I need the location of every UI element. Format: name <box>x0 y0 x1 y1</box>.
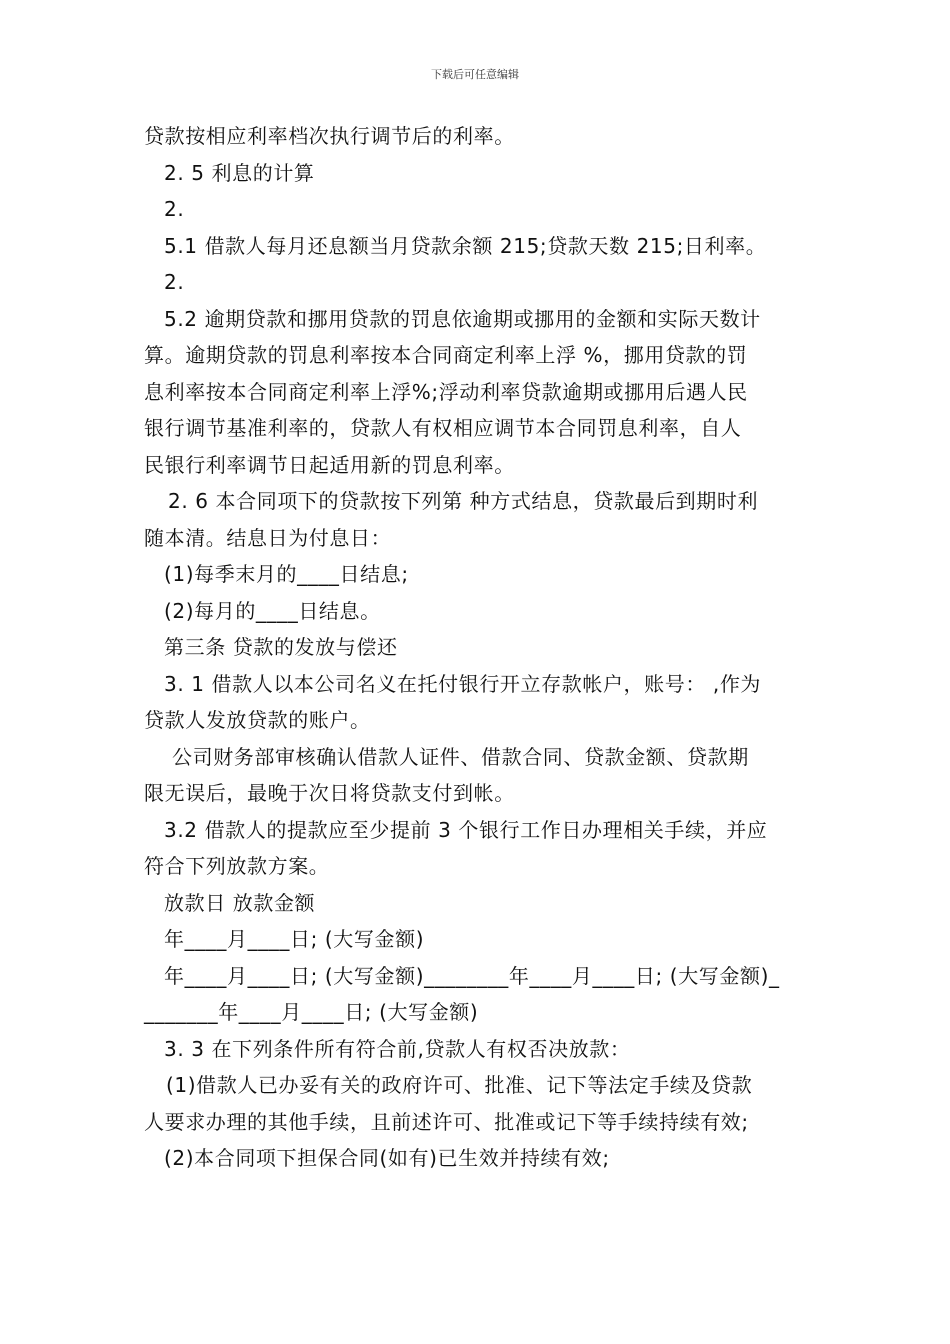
schedule-row: 年____月____日; (大写金额) <box>164 927 425 951</box>
paragraph-line: 5.1 借款人每月还息额当月贷款余额 215;贷款天数 215;日利率。 <box>164 233 767 258</box>
paragraph-line: 人要求办理的其他手续，且前述许可、批准或记下等手续持续有效; <box>144 1109 749 1134</box>
paragraph-line: 息利率按本合同商定利率上浮%;浮动利率贷款逾期或挪用后遇人民 <box>144 379 748 404</box>
paragraph-line: 随本清。结息日为付息日： <box>144 525 392 550</box>
paragraph-line: 3. 3 在下列条件所有符合前,贷款人有权否决放款： <box>164 1036 631 1061</box>
schedule-row: _______年____月____日; (大写金额) <box>144 1000 479 1024</box>
paragraph-line: 限无误后，最晚于次日将贷款支付到帐。 <box>144 781 515 805</box>
paragraph-line: 3.2 借款人的提款应至少提前 3 个银行工作日办理相关手续，并应 <box>164 817 768 842</box>
document-body <box>144 118 810 1177</box>
page-header: 下载后可任意编辑 <box>431 68 519 81</box>
paragraph-line: 2. 6 本合同项下的贷款按下列第 种方式结息，贷款最后到期时利 <box>168 489 759 513</box>
schedule-row: 年____月____日; (大写金额)________年____月____日; (大写金额)_ <box>164 963 780 988</box>
article-heading: 第三条 贷款的发放与偿还 <box>164 635 398 659</box>
list-item: (2)每月的____日结息。 <box>164 598 381 623</box>
paragraph-line: 民银行利率调节日起适用新的罚息利率。 <box>144 452 515 477</box>
list-item: (2)本合同项下担保合同(如有)已生效并持续有效; <box>164 1146 610 1170</box>
section-heading: 2. 5 利息的计算 <box>164 160 315 185</box>
paragraph-line: 贷款按相应利率档次执行调节后的利率。 <box>144 124 515 148</box>
paragraph-line: 贷款人发放贷款的账户。 <box>144 708 371 732</box>
paragraph-line: 3. 1 借款人以本公司名义在托付银行开立存款帐户，账号： ,作为 <box>164 671 762 696</box>
paragraph-line: 2. <box>164 270 185 294</box>
paragraph-line: 5.2 逾期贷款和挪用贷款的罚息依逾期或挪用的金额和实际天数计 <box>164 306 761 331</box>
schedule-header: 放款日 放款金额 <box>164 890 316 915</box>
paragraph-line: 银行调节基准利率的，贷款人有权相应调节本合同罚息利率，自人 <box>144 416 742 440</box>
paragraph-line: 公司财务部审核确认借款人证件、借款合同、贷款金额、贷款期 <box>172 744 749 769</box>
paragraph-line: 算。逾期贷款的罚息利率按本合同商定利率上浮 %，挪用贷款的罚 <box>144 343 748 367</box>
paragraph-line: 符合下列放款方案。 <box>144 854 330 878</box>
list-item: (1)每季末月的____日结息; <box>164 562 409 586</box>
list-item: (1)借款人已办妥有关的政府许可、批准、记下等法定手续及贷款 <box>166 1073 753 1097</box>
paragraph-line: 2. <box>164 197 185 221</box>
